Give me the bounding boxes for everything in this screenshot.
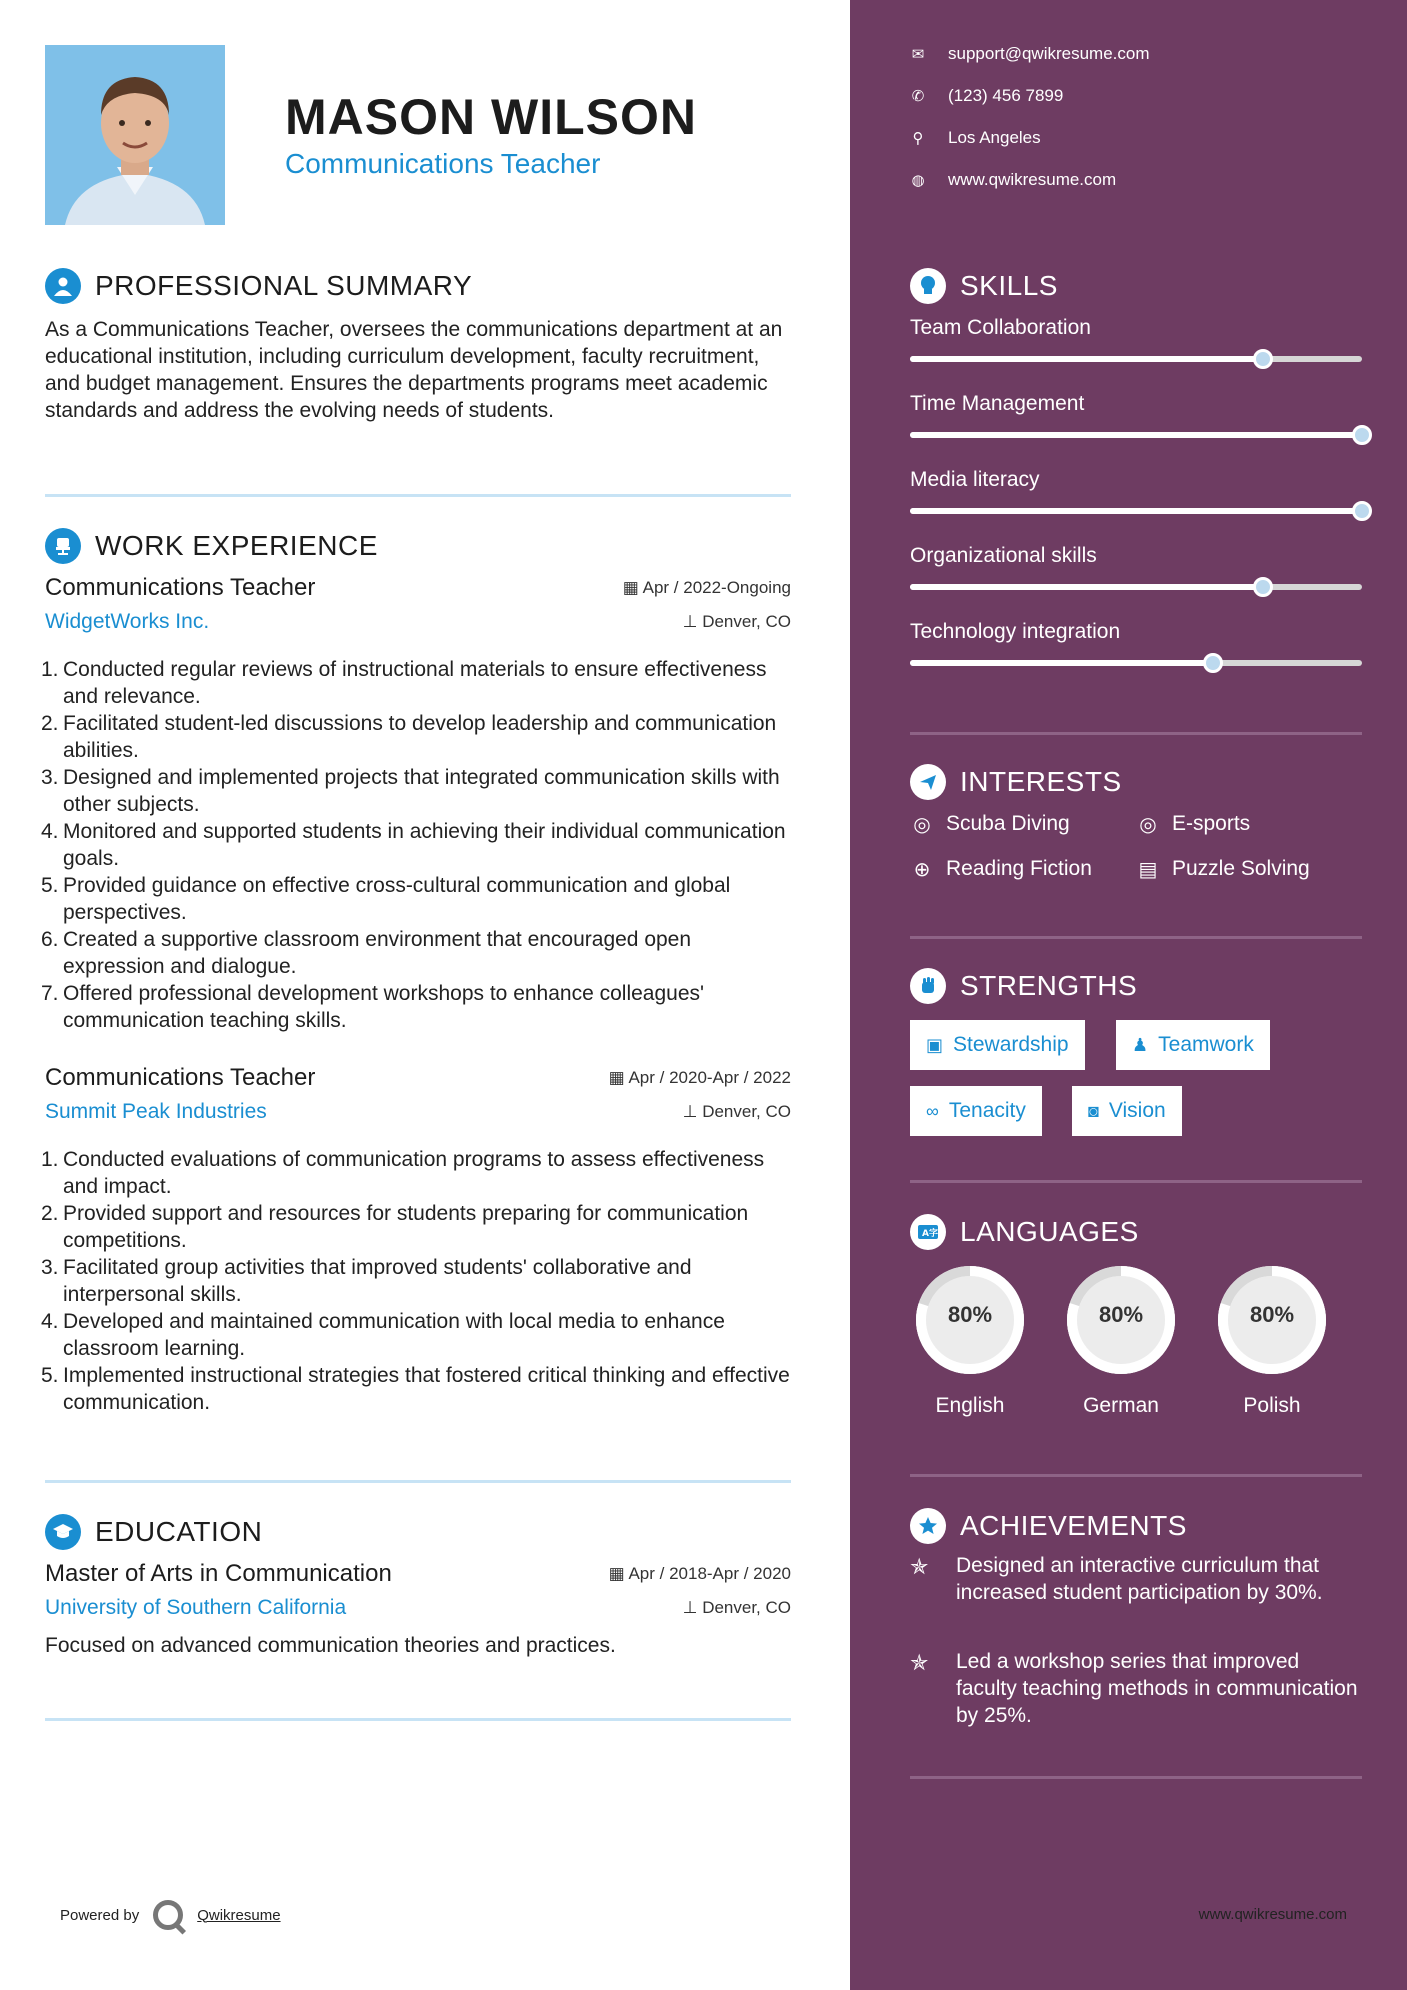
skill-item: Technology integration [910,620,1362,644]
language-item [1059,1258,1183,1418]
language-name: English [935,1394,1005,1417]
language-percent: 80% [947,1302,993,1327]
paper-plane-icon [910,764,946,800]
skill-knob [1203,653,1223,673]
link-icon: ∞ [926,1100,939,1121]
job-company: Summit Peak Industries [45,1100,267,1123]
contact-phone[interactable]: ✆ (123) 456 7899 [911,86,1064,105]
skill-item: Team Collaboration [910,316,1362,340]
skill-fill [910,432,1362,438]
section-title: SKILLS [960,270,1058,301]
divider [910,1180,1362,1183]
interest-item: ▤ Puzzle Solving [1136,857,1310,881]
list-item: 3. Facilitated group activities that improved students' collaborative and interpersonal skills. [41,1256,692,1306]
interest-item: ◎ E-sports [1136,812,1250,836]
profile-photo [45,45,225,225]
divider [910,936,1362,939]
skill-knob [1352,425,1372,445]
language-percent: 80% [1249,1302,1295,1327]
shooting-star-icon: ✯ [910,1554,929,1579]
shooting-star-icon: ✯ [910,1650,929,1675]
skill-knob [1253,577,1273,597]
job-bullets [41,656,791,1034]
lightbulb-icon [910,268,946,304]
list-item: 4. Monitored and supported students in achieving their individual communication goals. [41,820,786,870]
school-name: University of Southern California [45,1596,347,1619]
divider [45,1480,791,1483]
interest-item: ◎ Scuba Diving [910,812,1070,836]
skill-knob [1352,501,1372,521]
education-heading [45,1514,262,1550]
book-icon: ▤ [1138,858,1158,881]
list-item: 3. Designed and implemented projects that integrated communication skills with other subjects. [41,766,780,816]
users-icon: ♟ [1132,1034,1149,1055]
interests-heading [910,764,1122,800]
calendar-icon: ▦ [608,1068,625,1087]
achievement-item: ✯ Led a workshop series that improved faculty teaching methods in communication by 25%. [910,1650,1358,1727]
list-item: 4. Developed and maintained communication with local media to enhance classroom learning. [41,1310,725,1360]
contact-location: ⚲ Los Angeles [910,128,1041,148]
section-title: ACHIEVEMENTS [960,1510,1187,1541]
svg-text:A: A [922,1229,929,1239]
job-date: ▦ Apr / 2022-Ongoing [622,578,791,597]
strength-badge: ♟ Teamwork [1116,1020,1270,1070]
job-location: ⊥ Denver, CO [682,612,791,631]
section-title: WORK EXPERIENCE [95,530,378,561]
fist-icon [910,968,946,1004]
language-name: German [1083,1394,1159,1417]
summary-text: As a Communications Teacher, oversees the communications department at an educational institution, including curriculum development, faculty recruitment, and budget management. Ensures the departments programs meet academic standards and address the evolving needs of students. [45,318,783,422]
skill-bar [910,660,1362,666]
language-icon [910,1214,946,1250]
divider [45,494,791,497]
skill-fill [910,660,1213,666]
job-entry [41,574,791,1032]
skill-item: Media literacy [910,468,1362,492]
skill-bar [910,584,1362,590]
skill-bar [910,432,1362,438]
education-location: ⊥ Denver, CO [682,1598,791,1617]
lifebuoy-icon: ◎ [913,813,931,836]
powered-by: Powered by Qwikresume [60,1900,281,1930]
graduation-cap-icon [45,1514,81,1550]
list-item: 1. Conducted evaluations of communication programs to assess effectiveness and impact. [41,1148,765,1198]
achievements-heading [910,1508,1187,1544]
skill-bar [910,508,1362,514]
gamepad-icon: ⊕ [913,858,931,881]
skill-fill [910,508,1362,514]
skill-item: Organizational skills [910,544,1362,568]
education-description: Focused on advanced communication theories and practices. [45,1634,616,1657]
binoculars-icon: ◙ [1088,1100,1099,1121]
list-item: 2. Facilitated student-led discussions to develop leadership and communication abilities. [41,712,777,762]
language-name: Polish [1243,1394,1301,1417]
job-company: WidgetWorks Inc. [45,610,210,633]
footer-website[interactable]: www.qwikresume.com [1198,1906,1347,1923]
strength-badge: ∞ Tenacity [910,1086,1042,1136]
divider [45,1718,791,1721]
language-item [908,1258,1032,1418]
lifebuoy-icon: ◎ [1139,813,1157,836]
skills-heading [910,268,1058,304]
list-item: 7. Offered professional development workshops to enhance colleagues' communication teaching skills. [41,982,705,1032]
chair-icon [45,528,81,564]
globe-icon: ◍ [911,172,925,189]
list-item: 5. Provided guidance on effective cross-cultural communication and global perspectives. [41,874,731,924]
section-title: EDUCATION [95,1516,263,1547]
contact-website[interactable]: ◍ www.qwikresume.com [911,170,1117,189]
strengths-heading [910,968,1137,1004]
section-title: LANGUAGES [960,1216,1139,1247]
divider [910,1776,1362,1779]
pushpin-icon: ⊥ [682,1102,698,1121]
language-item [1210,1258,1334,1418]
skill-knob [1253,349,1273,369]
list-item: 6. Created a supportive classroom environment that encouraged open expression and dialogue. [41,928,692,978]
list-item: 1. Conducted regular reviews of instructional materials to ensure effectiveness and relevance. [41,658,767,708]
job-title: Communications Teacher [45,574,316,601]
job-bullets [41,1146,791,1416]
list-item: 2. Provided support and resources for students preparing for communication competitions. [41,1202,749,1252]
languages-heading [910,1214,1139,1250]
strength-badge: ▣ Stewardship [910,1020,1085,1070]
contact-email[interactable]: ✉ support@qwikresume.com [911,44,1150,63]
language-percent: 80% [1098,1302,1144,1327]
summary-heading [45,268,472,304]
sidebar [850,0,1407,1990]
location-pin-icon: ⚲ [912,130,924,147]
list-item: 5. Implemented instructional strategies that fostered critical thinking and effective communication. [41,1364,790,1414]
skill-fill [910,584,1263,590]
job-location: ⊥ Denver, CO [682,1102,791,1121]
pushpin-icon: ⊥ [682,612,698,631]
section-title: PROFESSIONAL SUMMARY [95,270,473,301]
section-title: INTERESTS [960,766,1122,797]
candidate-role: Communications Teacher [285,148,601,179]
skill-fill [910,356,1263,362]
calendar-icon: ▦ [622,578,639,597]
qwikresume-logo-icon [153,1900,183,1930]
experience-heading [45,528,378,564]
envelope-icon: ✉ [911,46,925,63]
education-entry [45,1560,791,1657]
education-date: ▦ Apr / 2018-Apr / 2020 [608,1564,791,1583]
strength-badge: ◙ Vision [1072,1086,1182,1136]
briefcase-icon: ▣ [926,1034,944,1055]
svg-text:字: 字 [929,1229,939,1239]
achievement-item: ✯ Designed an interactive curriculum that increased student participation by 30%. [910,1554,1323,1604]
candidate-name: MASON WILSON [285,89,697,145]
phone-icon: ✆ [911,88,925,105]
interest-item: ⊕ Reading Fiction [910,857,1092,881]
skill-bar [910,356,1362,362]
star-icon [910,1508,946,1544]
pushpin-icon: ⊥ [682,1598,698,1617]
user-icon [45,268,81,304]
divider [910,732,1362,735]
job-date: ▦ Apr / 2020-Apr / 2022 [608,1068,791,1087]
section-title: STRENGTHS [960,970,1138,1001]
brand-link[interactable]: Qwikresume [197,1906,281,1924]
skill-item: Time Management [910,392,1362,416]
divider [910,1474,1362,1477]
job-title: Communications Teacher [45,1064,316,1091]
degree-title: Master of Arts in Communication [45,1560,392,1587]
calendar-icon: ▦ [608,1564,625,1583]
job-entry [41,1064,791,1414]
